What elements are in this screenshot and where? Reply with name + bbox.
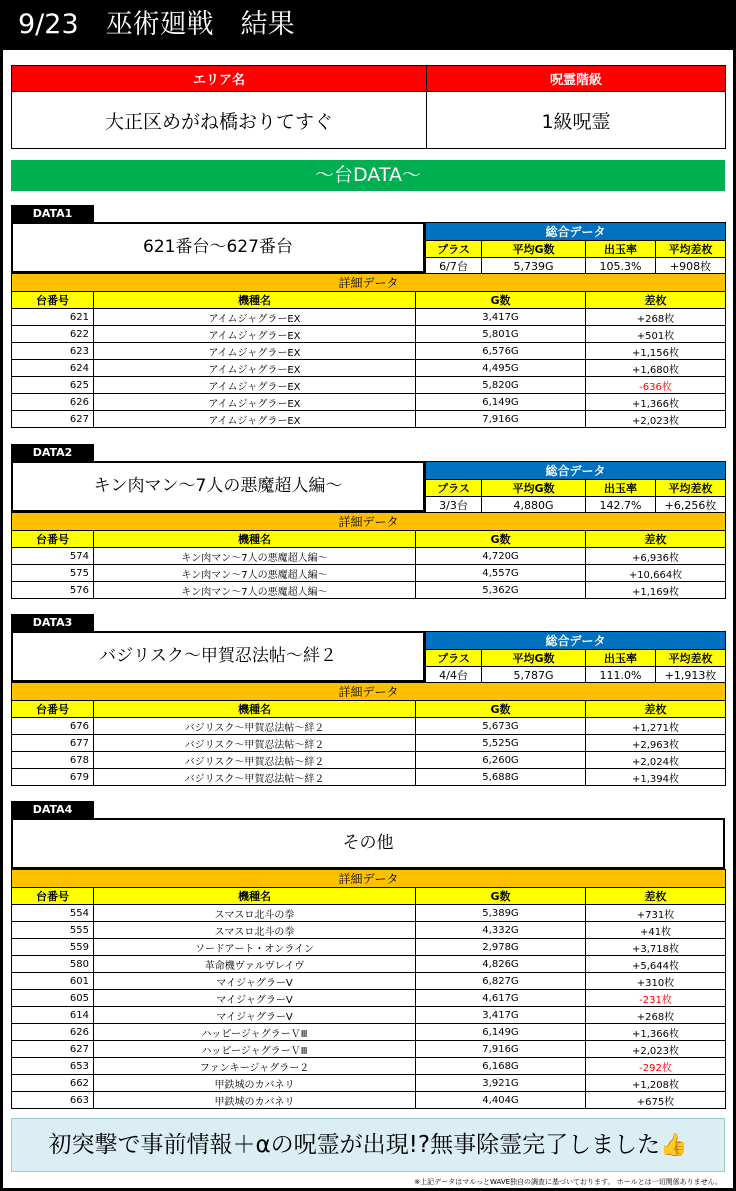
model-name: アイムジャグラーEX xyxy=(94,326,416,343)
machine-no: 601 xyxy=(12,973,94,990)
diff-value: +1,366枚 xyxy=(586,394,726,411)
g-count: 4,495G xyxy=(416,360,586,377)
detail-table xyxy=(11,512,726,599)
machine-no: 554 xyxy=(12,905,94,922)
table-row xyxy=(12,394,726,411)
diff-value: -231枚 xyxy=(586,990,726,1007)
machine-no: 622 xyxy=(12,326,94,343)
avg-g-header: 平均G数 xyxy=(482,241,586,258)
diff-value: +731枚 xyxy=(586,905,726,922)
model-name: マイジャグラーV xyxy=(94,973,416,990)
payout-value: 105.3% xyxy=(586,258,656,275)
table-row xyxy=(12,343,726,360)
detail-header: 詳細データ xyxy=(12,870,726,888)
diff-value: +2,023枚 xyxy=(586,1041,726,1058)
machine-no: 580 xyxy=(12,956,94,973)
payout-value: 142.7% xyxy=(586,497,656,514)
g-count: 6,827G xyxy=(416,973,586,990)
footer-message xyxy=(11,1118,725,1172)
g-count: 4,720G xyxy=(416,548,586,565)
detail-header: 詳細データ xyxy=(12,513,726,531)
table-row xyxy=(12,1041,726,1058)
avg-g-value: 5,739G xyxy=(482,258,586,275)
table-row xyxy=(12,735,726,752)
table-row xyxy=(12,411,726,428)
machine-no: 559 xyxy=(12,939,94,956)
table-row xyxy=(12,905,726,922)
model-header: 機種名 xyxy=(94,531,416,548)
diff-value: +268枚 xyxy=(586,309,726,326)
table-row xyxy=(12,922,726,939)
diff-value: +1,271枚 xyxy=(586,718,726,735)
plus-header: プラス xyxy=(426,241,482,258)
model-name: アイムジャグラーEX xyxy=(94,394,416,411)
g-header: G数 xyxy=(416,701,586,718)
machine-no: 627 xyxy=(12,411,94,428)
machine-no: 626 xyxy=(12,1024,94,1041)
diff-value: +1,156枚 xyxy=(586,343,726,360)
g-count: 5,525G xyxy=(416,735,586,752)
data-banner: ～台DATA～ xyxy=(11,160,725,191)
g-header: G数 xyxy=(416,531,586,548)
model-header: 機種名 xyxy=(94,701,416,718)
table-row xyxy=(12,1092,726,1109)
diff-header: 差枚 xyxy=(586,888,726,905)
section-name: その他 xyxy=(11,818,725,869)
table-row xyxy=(12,1007,726,1024)
g-count: 5,362G xyxy=(416,582,586,599)
summary-header: 総合データ xyxy=(426,223,726,241)
model-name: バジリスク～甲賀忍法帖～絆２ xyxy=(94,735,416,752)
machine-no: 663 xyxy=(12,1092,94,1109)
diff-header: 差枚 xyxy=(586,531,726,548)
machine-no: 605 xyxy=(12,990,94,1007)
rank-label: 呪霊階級 xyxy=(427,66,726,92)
model-name: スマスロ北斗の拳 xyxy=(94,905,416,922)
machine-no: 555 xyxy=(12,922,94,939)
diff-value: +1,169枚 xyxy=(586,582,726,599)
model-header: 機種名 xyxy=(94,292,416,309)
diff-value: +1,394枚 xyxy=(586,769,726,786)
diff-value: +1,208枚 xyxy=(586,1075,726,1092)
table-row xyxy=(12,973,726,990)
diff-header: 差枚 xyxy=(586,701,726,718)
rank-value: 1級呪霊 xyxy=(427,92,726,149)
diff-value: +310枚 xyxy=(586,973,726,990)
machine-no: 677 xyxy=(12,735,94,752)
detail-header: 詳細データ xyxy=(12,274,726,292)
footer-text: 初突撃で事前情報＋αの呪霊が出現!?無事除霊完了しました xyxy=(48,1132,661,1158)
machine-no: 625 xyxy=(12,377,94,394)
machine-no: 624 xyxy=(12,360,94,377)
area-name: 大正区めがね橋おりてすぐ xyxy=(12,92,427,149)
table-row xyxy=(12,1075,726,1092)
g-count: 6,168G xyxy=(416,1058,586,1075)
table-row xyxy=(12,752,726,769)
disclaimer-note: ※上記データはマルっとWAVE独自の調査に基づいております。 ホールとは一切関係ありません。 xyxy=(414,1178,722,1186)
diff-value: +6,936枚 xyxy=(586,548,726,565)
model-name: アイムジャグラーEX xyxy=(94,309,416,326)
table-row xyxy=(12,377,726,394)
g-count: 6,149G xyxy=(416,1024,586,1041)
section-tab: DATA4 xyxy=(11,801,94,818)
area-label: エリア名 xyxy=(12,66,427,92)
machine-no: 662 xyxy=(12,1075,94,1092)
model-name: アイムジャグラーEX xyxy=(94,411,416,428)
machine-no: 679 xyxy=(12,769,94,786)
machine-no: 621 xyxy=(12,309,94,326)
g-count: 4,404G xyxy=(416,1092,586,1109)
table-row xyxy=(12,990,726,1007)
avg-g-header: 平均G数 xyxy=(482,650,586,667)
g-count: 4,332G xyxy=(416,922,586,939)
machine-no: 574 xyxy=(12,548,94,565)
table-row xyxy=(12,1024,726,1041)
section-name: 621番台～627番台 xyxy=(11,222,425,273)
table-row xyxy=(12,326,726,343)
model-name: 甲鉄城のカバネリ xyxy=(94,1092,416,1109)
table-row xyxy=(12,360,726,377)
table-row xyxy=(12,565,726,582)
diff-value: +268枚 xyxy=(586,1007,726,1024)
machine-no: 575 xyxy=(12,565,94,582)
diff-value: +3,718枚 xyxy=(586,939,726,956)
model-name: ハッピージャグラーＶⅢ xyxy=(94,1041,416,1058)
detail-table xyxy=(11,869,726,1109)
diff-value: +2,023枚 xyxy=(586,411,726,428)
model-name: バジリスク～甲賀忍法帖～絆２ xyxy=(94,752,416,769)
summary-table xyxy=(425,631,726,684)
table-row xyxy=(12,718,726,735)
table-row xyxy=(12,548,726,565)
diff-value: +41枚 xyxy=(586,922,726,939)
machine-no-header: 台番号 xyxy=(12,292,94,309)
avg-diff-header: 平均差枚 xyxy=(656,241,726,258)
model-name: バジリスク～甲賀忍法帖～絆２ xyxy=(94,769,416,786)
section-name: バジリスク～甲賀忍法帖～絆２ xyxy=(11,631,425,682)
g-count: 5,673G xyxy=(416,718,586,735)
section-tab: DATA3 xyxy=(11,614,94,631)
payout-header: 出玉率 xyxy=(586,650,656,667)
g-count: 3,417G xyxy=(416,1007,586,1024)
plus-value: 4/4台 xyxy=(426,667,482,684)
table-row xyxy=(12,939,726,956)
avg-g-header: 平均G数 xyxy=(482,480,586,497)
model-name: キン肉マン～7人の悪魔超人編～ xyxy=(94,582,416,599)
machine-no: 653 xyxy=(12,1058,94,1075)
diff-value: +10,664枚 xyxy=(586,565,726,582)
diff-value: +501枚 xyxy=(586,326,726,343)
diff-value: -292枚 xyxy=(586,1058,726,1075)
table-row xyxy=(12,309,726,326)
payout-header: 出玉率 xyxy=(586,480,656,497)
model-name: アイムジャグラーEX xyxy=(94,377,416,394)
table-row xyxy=(12,1058,726,1075)
machine-no: 576 xyxy=(12,582,94,599)
g-count: 4,826G xyxy=(416,956,586,973)
diff-value: -636枚 xyxy=(586,377,726,394)
section-tab: DATA1 xyxy=(11,205,94,222)
avg-g-value: 5,787G xyxy=(482,667,586,684)
g-count: 4,557G xyxy=(416,565,586,582)
g-count: 3,417G xyxy=(416,309,586,326)
g-count: 6,576G xyxy=(416,343,586,360)
model-name: キン肉マン～7人の悪魔超人編～ xyxy=(94,565,416,582)
g-count: 3,921G xyxy=(416,1075,586,1092)
diff-value: +1,366枚 xyxy=(586,1024,726,1041)
g-count: 5,688G xyxy=(416,769,586,786)
machine-no: 626 xyxy=(12,394,94,411)
thumbs-up-icon: 👍 xyxy=(660,1133,688,1158)
g-count: 5,801G xyxy=(416,326,586,343)
model-name: アイムジャグラーEX xyxy=(94,360,416,377)
machine-no: 614 xyxy=(12,1007,94,1024)
summary-table xyxy=(425,461,726,514)
avg-diff-value: +6,256枚 xyxy=(656,497,726,514)
model-name: ハッピージャグラーＶⅢ xyxy=(94,1024,416,1041)
plus-value: 3/3台 xyxy=(426,497,482,514)
model-name: スマスロ北斗の拳 xyxy=(94,922,416,939)
table-row xyxy=(12,956,726,973)
machine-no: 676 xyxy=(12,718,94,735)
g-count: 5,820G xyxy=(416,377,586,394)
g-count: 2,978G xyxy=(416,939,586,956)
model-name: アイムジャグラーEX xyxy=(94,343,416,360)
machine-no-header: 台番号 xyxy=(12,888,94,905)
g-count: 7,916G xyxy=(416,1041,586,1058)
diff-value: +5,644枚 xyxy=(586,956,726,973)
summary-header: 総合データ xyxy=(426,632,726,650)
area-table xyxy=(11,65,726,149)
avg-diff-value: +1,913枚 xyxy=(656,667,726,684)
model-name: ソードアート・オンライン xyxy=(94,939,416,956)
plus-value: 6/7台 xyxy=(426,258,482,275)
section-tab: DATA2 xyxy=(11,444,94,461)
model-name: マイジャグラーV xyxy=(94,1007,416,1024)
model-name: バジリスク～甲賀忍法帖～絆２ xyxy=(94,718,416,735)
g-count: 6,260G xyxy=(416,752,586,769)
model-header: 機種名 xyxy=(94,888,416,905)
g-count: 4,617G xyxy=(416,990,586,1007)
table-row xyxy=(12,582,726,599)
payout-value: 111.0% xyxy=(586,667,656,684)
machine-no: 623 xyxy=(12,343,94,360)
avg-diff-value: +908枚 xyxy=(656,258,726,275)
payout-header: 出玉率 xyxy=(586,241,656,258)
machine-no: 678 xyxy=(12,752,94,769)
model-name: マイジャグラーV xyxy=(94,990,416,1007)
diff-header: 差枚 xyxy=(586,292,726,309)
plus-header: プラス xyxy=(426,480,482,497)
machine-no-header: 台番号 xyxy=(12,701,94,718)
detail-header: 詳細データ xyxy=(12,683,726,701)
g-header: G数 xyxy=(416,888,586,905)
plus-header: プラス xyxy=(426,650,482,667)
g-count: 6,149G xyxy=(416,394,586,411)
machine-no-header: 台番号 xyxy=(12,531,94,548)
page-title: 9/23 巫術廻戦 結果 xyxy=(0,0,736,50)
g-count: 7,916G xyxy=(416,411,586,428)
section-name: キン肉マン～7人の悪魔超人編～ xyxy=(11,461,425,512)
diff-value: +675枚 xyxy=(586,1092,726,1109)
model-name: 革命機ヴァルヴレイヴ xyxy=(94,956,416,973)
summary-table xyxy=(425,222,726,275)
model-name: 甲鉄城のカバネリ xyxy=(94,1075,416,1092)
model-name: ファンキージャグラー２ xyxy=(94,1058,416,1075)
summary-header: 総合データ xyxy=(426,462,726,480)
detail-table xyxy=(11,273,726,428)
diff-value: +2,963枚 xyxy=(586,735,726,752)
g-header: G数 xyxy=(416,292,586,309)
machine-no: 627 xyxy=(12,1041,94,1058)
avg-diff-header: 平均差枚 xyxy=(656,480,726,497)
diff-value: +2,024枚 xyxy=(586,752,726,769)
avg-diff-header: 平均差枚 xyxy=(656,650,726,667)
g-count: 5,389G xyxy=(416,905,586,922)
diff-value: +1,680枚 xyxy=(586,360,726,377)
model-name: キン肉マン～7人の悪魔超人編～ xyxy=(94,548,416,565)
avg-g-value: 4,880G xyxy=(482,497,586,514)
detail-table xyxy=(11,682,726,786)
table-row xyxy=(12,769,726,786)
